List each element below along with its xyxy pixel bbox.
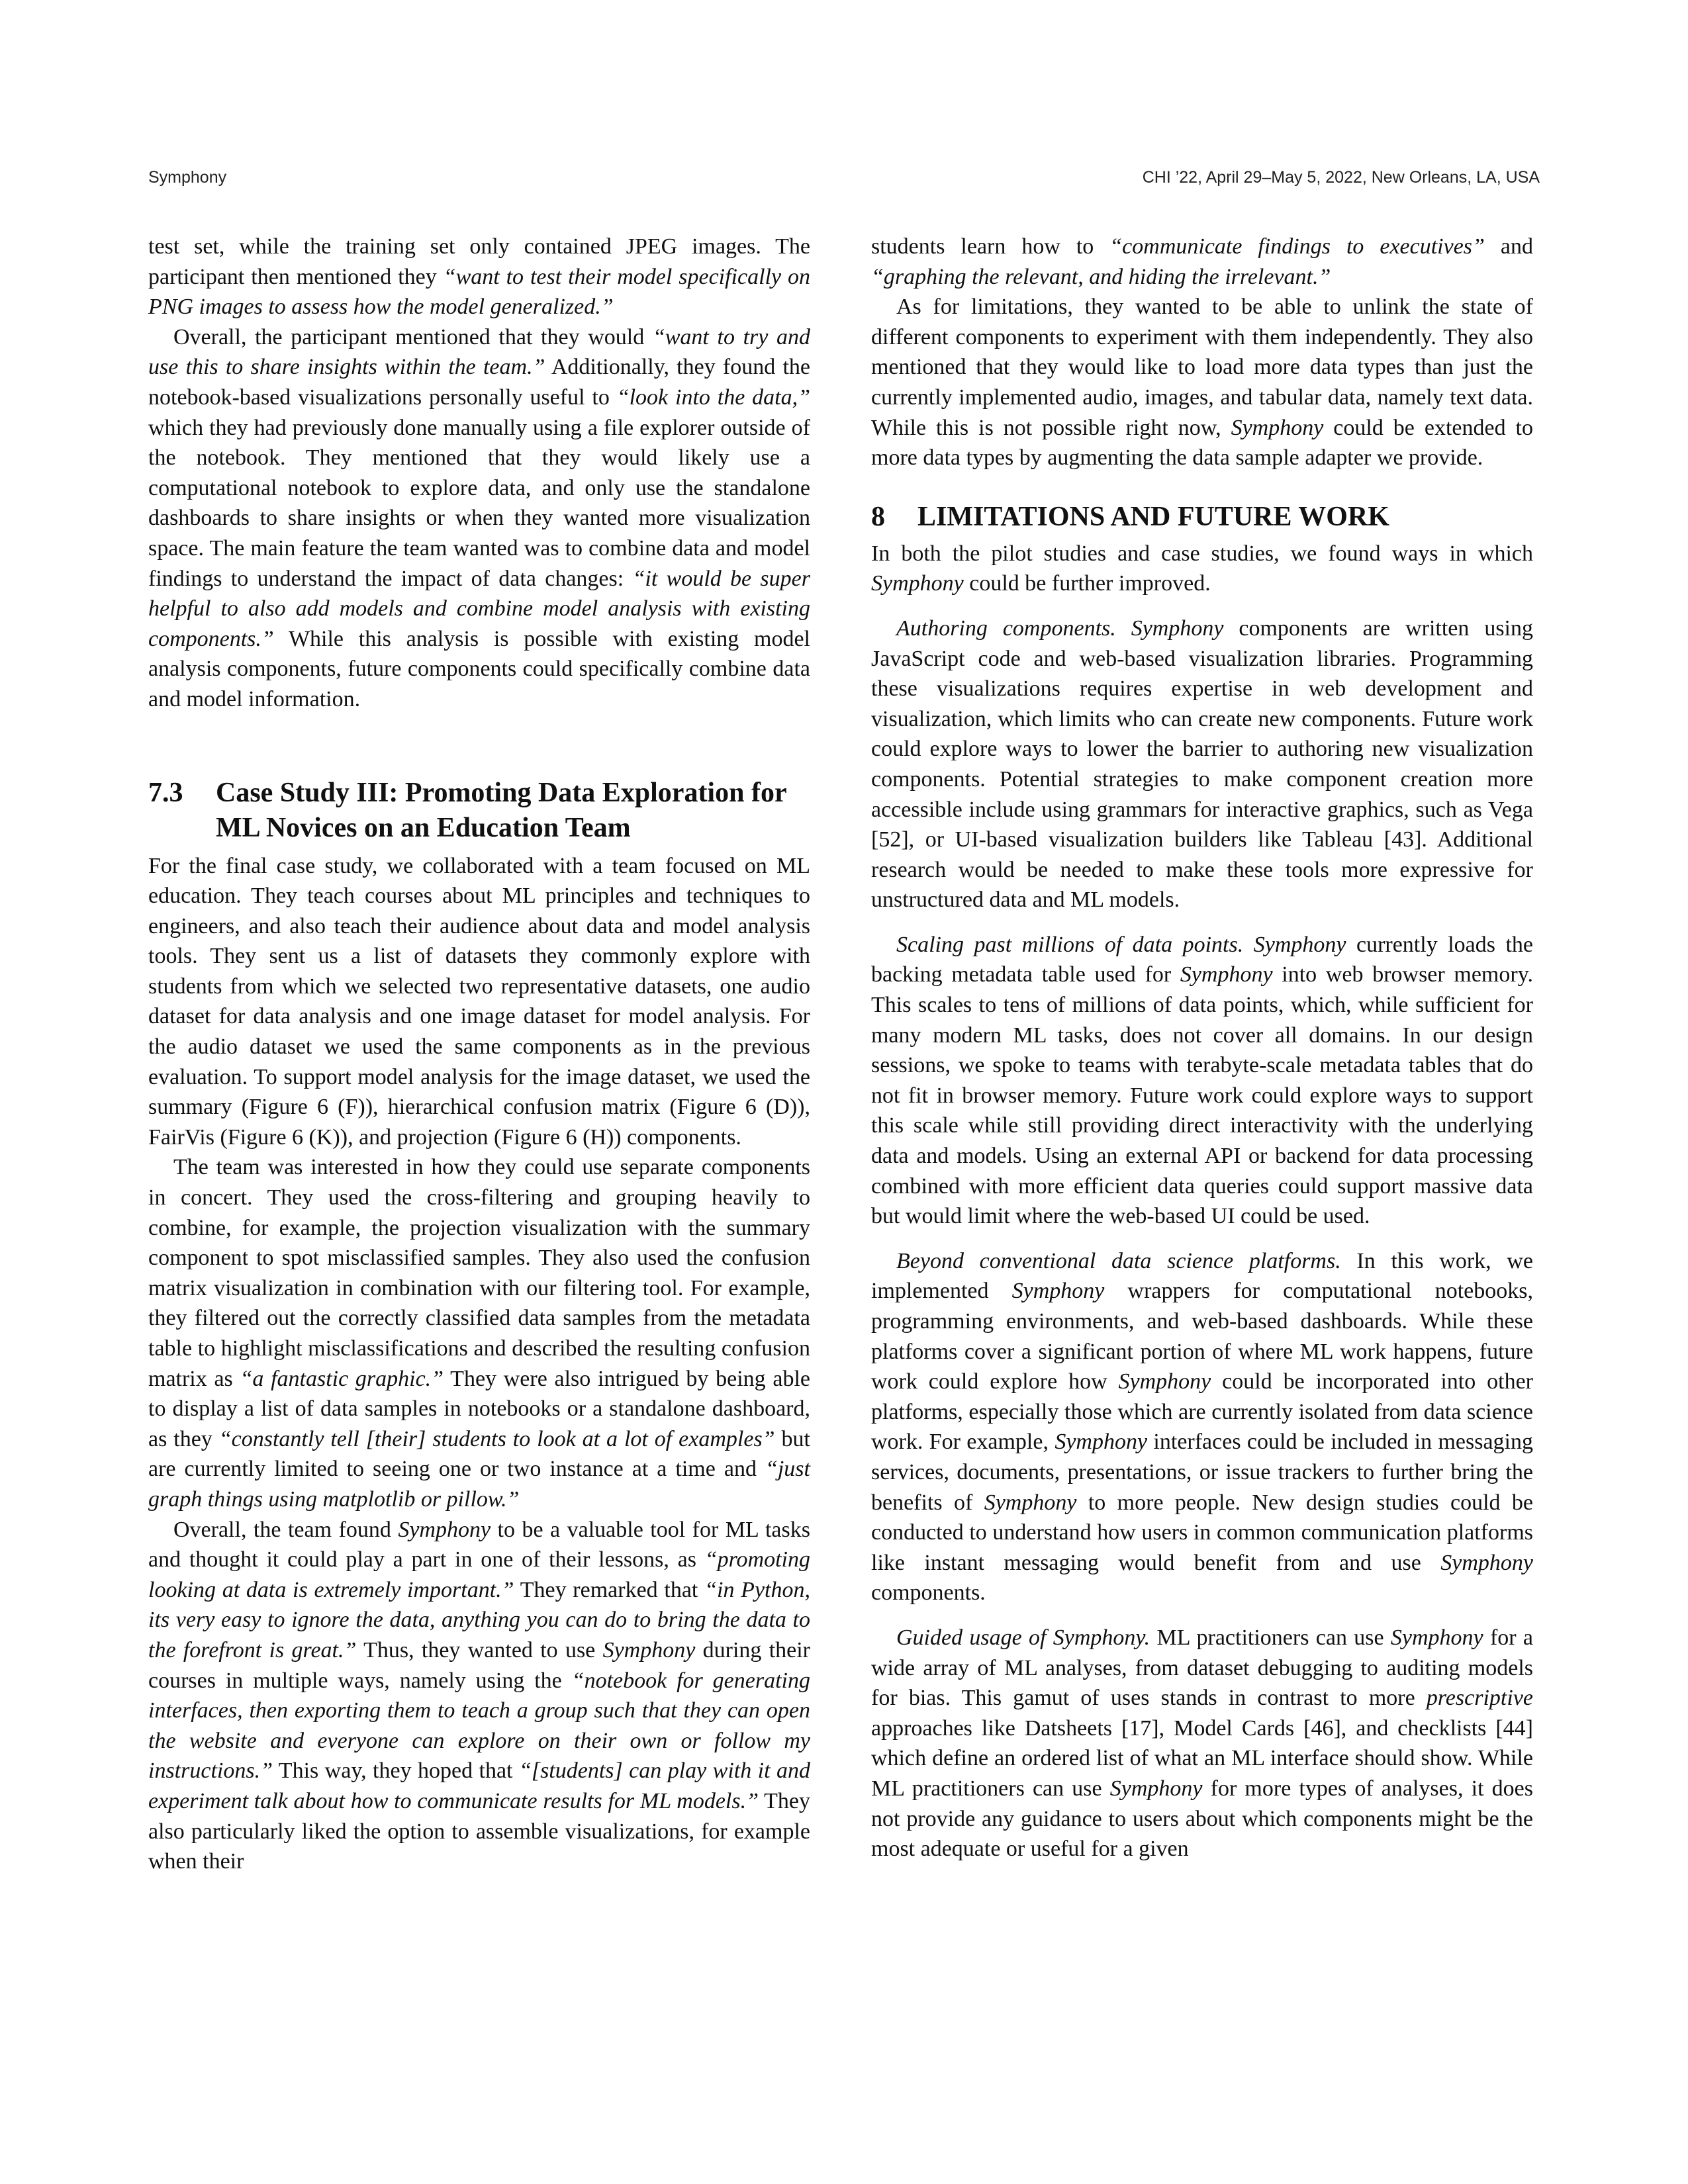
paragraph: In both the pilot studies and case studies, we found ways in which Symphony could be further improved.: [871, 541, 1533, 596]
section-heading-8: 8 LIMITATIONS AND FUTURE WORK: [871, 501, 1389, 532]
header-title: Symphony: [148, 168, 227, 187]
header-venue: CHI ’22, April 29–May 5, 2022, New Orleans, LA, USA: [1142, 168, 1540, 187]
right-column: [871, 232, 1533, 1864]
paragraph-beyond-platforms: Beyond conventional data science platforms. In this work, we implemented Symphony wrappers for computational notebooks, programming environments, and web-based dashboards. While these platforms cover a significant portion of where ML work happens, future work could explore how Symphony could be incorporated into other platforms, especially those which are currently isolated from data science work. For example, Symphony interfaces could be included in messaging services, documents, presentations, or issue trackers to further bring the benefits of Symphony to more people. New design studies could be conducted to understand how users in common communication platforms like instant messaging would benefit from and use Symphony components.: [871, 1248, 1533, 1606]
paragraph: Overall, the participant mentioned that they would “want to try and use this to share insights within the team.” Additionally, they found the notebook-based visualizations personally useful to “look into the data,” which they had previously done manually using a file explorer outside of the notebook. They mentioned that they would likely use a computational notebook to explore data, and only use the standalone dashboards to share insights or when they wanted more visualization space. The main feature the team wanted was to combine data and model findings to understand the impact of data changes: “it would be super helpful to also add models and combine model analysis with existing components.” While this analysis is possible with existing model analysis components, future components could specifically combine data and model information.: [148, 324, 811, 711]
paragraph: Overall, the team found Symphony to be a valuable tool for ML tasks and thought it could play a part in one of their lessons, as “promoting looking at data is extremely important.” They remarked that “in Python, its very easy to ignore the data, anything you can do to bring the data to the forefront is great.” Thus, they wanted to use Symphony during their courses in multiple ways, namely using the “notebook for generating interfaces, then exporting them to teach a group such that they can open the website and everyone can explore on their own or follow my instructions.” This way, they hoped that “[students] can play with it and experiment talk about how to communicate results for ML models.” They also particularly liked the option to assemble visualizations, for example when their: [148, 1517, 811, 1874]
left-column: [148, 232, 810, 1877]
paragraph: The team was interested in how they could use separate components in concert. They used the cross-filtering and grouping heavily to combine, for example, the projection visualization with the summary component to spot misclassified samples. They also used the confusion matrix visualization in combination with our filtering tool. For example, they filtered out the correctly classified data samples from the metadata table to highlight misclassifications and described the resulting confusion matrix as “a fantastic graphic.” They were also intrigued by being able to display a list of data samples in notebooks or a standalone dashboard, as they “constantly tell [their] students to look at a lot of examples” but are currently limited to seeing one or two instance at a time and “just graph things using matplotlib or pillow.”: [148, 1155, 810, 1512]
paragraph-guided-usage: Guided usage of Symphony. ML practitioners can use Symphony for a wide array of ML analyses, from dataset debugging to auditing models for bias. This gamut of uses stands in contrast to more prescriptive approaches like Datsheets [17], Model Cards [46], and checklists [44] which define an ordered list of what an ML interface should show. While ML practitioners can use Symphony for more types of analyses, it does not provide any guidance to users about which components might be the most adequate or useful for a given: [871, 1625, 1533, 1862]
paragraph: As for limitations, they wanted to be able to unlink the state of different components to experiment with them independently. They also mentioned that they would like to load more data types than just the currently implemented audio, images, and tabular data, namely text data. While this is not possible right now, Symphony could be extended to more data types by augmenting the data sample adapter we provide.: [871, 295, 1533, 471]
paragraph-authoring-components: Authoring components. Symphony components are written using JavaScript code and web-based visualization libraries. Programming these visualizations requires expertise in web development and visualization, which limits who can create new components. Future work could explore ways to lower the barrier to authoring new visualization components. Potential strategies to make component creation more accessible include using grammars for interactive graphics, such as Vega [52], or UI-based visualization builders like Tableau [43]. Additional research would be needed to make these tools more expressive for unstructured data and ML models.: [871, 615, 1534, 913]
paragraph: For the final case study, we collaborated with a team focused on ML education. They teach courses about ML principles and techniques to engineers, and also teach their audience about data and model analysis tools. They sent us a list of datasets they commonly explore with students from which we selected two representative datasets, one audio dataset for data analysis and one image dataset for model analysis. For the audio dataset we used the same components as in the previous evaluation. To support model analysis for the image dataset, we used the summary (Figure 6 (F)), hierarchical confusion matrix (Figure 6 (D)), FairVis (Figure 6 (K)), and projection (Figure 6 (H)) components.: [148, 853, 810, 1150]
section-heading-7-3: 7.3 Case Study III: Promoting Data Exploration for ML Novices on an Education Team: [148, 777, 786, 843]
paragraph-scaling: Scaling past millions of data points. Symphony currently loads the backing metadata table used for Symphony into web browser memory. This scales to tens of millions of data points, which, while sufficient for many modern ML tasks, does not cover all domains. In our design sessions, we spoke to teams with terabyte-scale metadata tables that do not fit in browser memory. Future work could explore ways to support this scale while still providing direct interactivity with the underlying data and models. Using an external API or backend for data processing combined with more efficient data queries could support massive data but would limit where the web-based UI could be used.: [871, 932, 1533, 1229]
paragraph: test set, while the training set only contained JPEG images. The participant then mentioned they “want to test their model specifically on PNG images to assess how the model generalized.”: [148, 234, 810, 320]
paragraph: students learn how to “communicate findings to executives” and “graphing the relevant, and hiding the irrelevant.”: [871, 234, 1533, 289]
